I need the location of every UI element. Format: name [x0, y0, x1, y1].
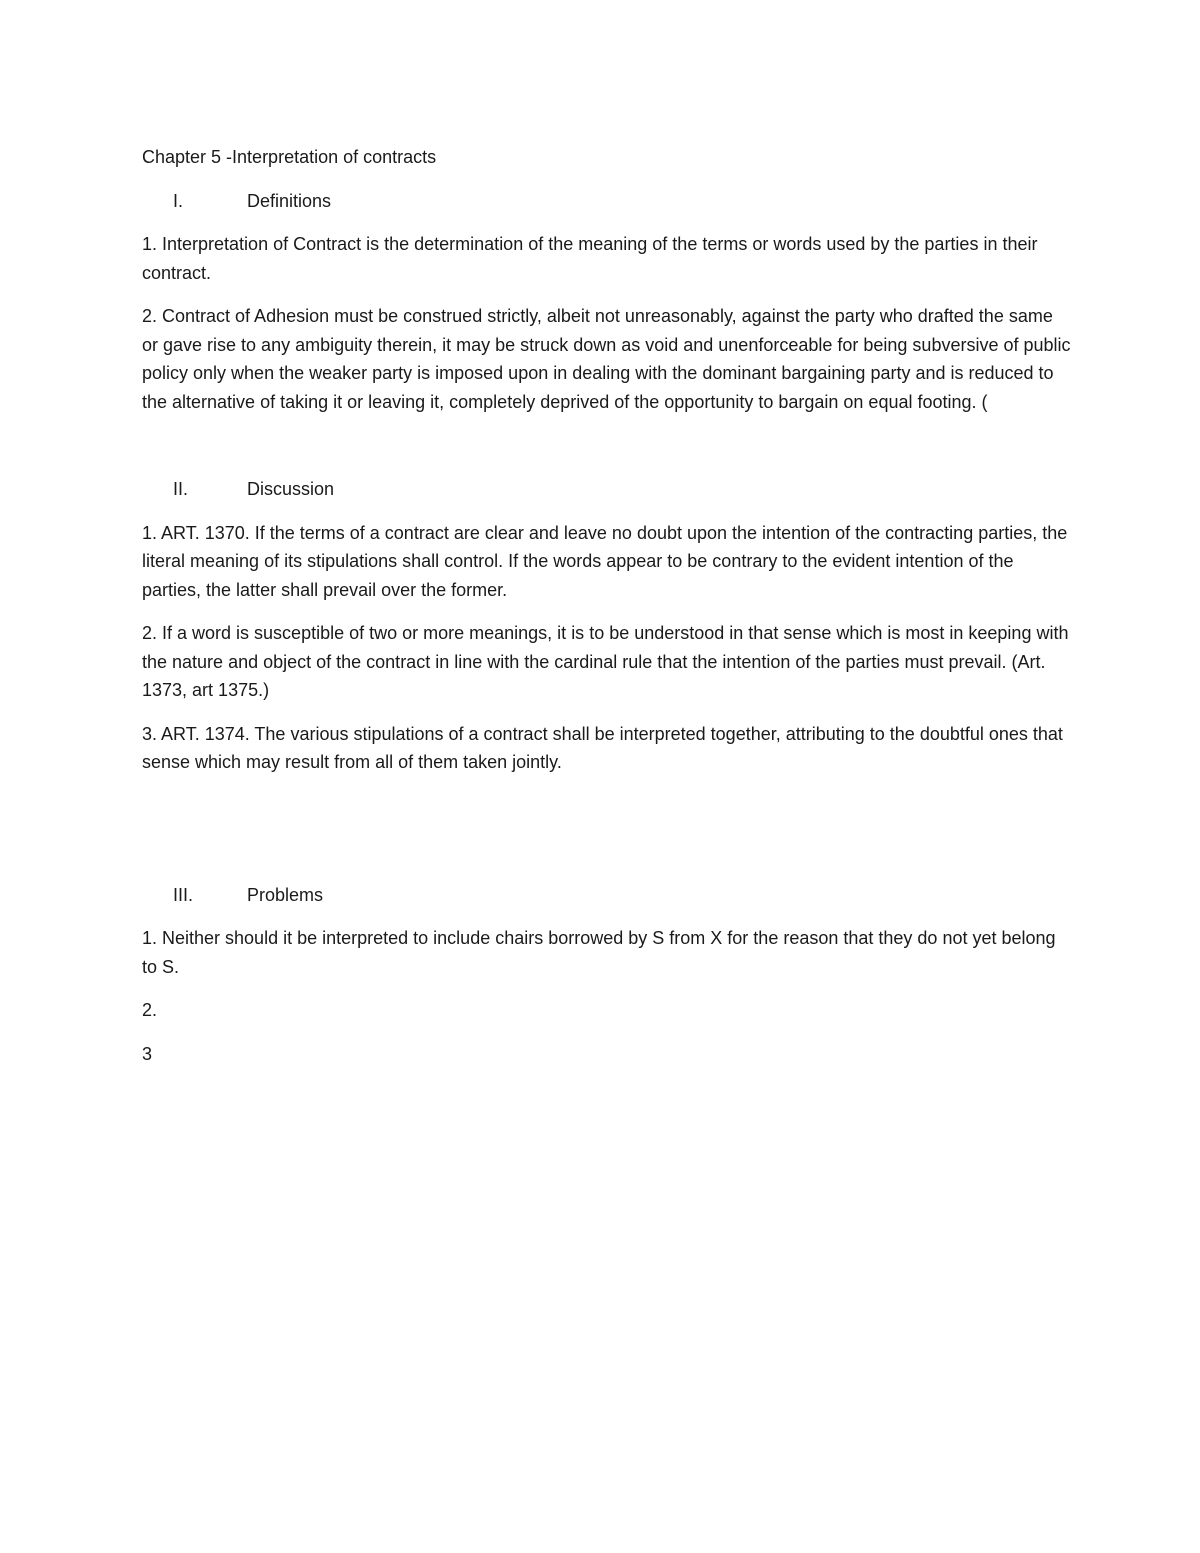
section-title: Problems [247, 884, 324, 905]
problem-paragraph: 3 [142, 1043, 153, 1064]
problem-paragraph: 1. Neither should it be interpreted to include chairs borrowed by S from X for the reason that they do not yet belong to S. [142, 928, 1056, 977]
discussion-paragraph: 2. If a word is susceptible of two or more meanings, it is to be understood in that sense which is most in keeping with the nature and object of the contract in line with the cardinal rule that the intention of the parties must prevail. (Art. 1373, art 1375.) [142, 623, 1069, 700]
definition-paragraph: 1. Interpretation of Contract is the determination of the meaning of the terms or words used by the parties in their contract. [142, 234, 1038, 283]
section-numeral: II. [173, 479, 189, 499]
chapter-title: Chapter 5 -Interpretation of contracts [142, 147, 437, 167]
blank-line [142, 431, 1072, 475]
discussion-paragraph: 3. ART. 1374. The various stipulations of a contract shall be interpreted together, attributing to the doubtful ones that sense which may result from all of them taken jointly. [142, 723, 1063, 772]
document-body [142, 143, 1072, 1083]
section-heading-discussion [142, 475, 1072, 504]
blank-lines [142, 792, 1072, 881]
definition-paragraph: 2. Contract of Adhesion must be construed strictly, albeit not unreasonably, against the party who drafted the same or gave rise to any ambiguity therein, it may be struck down as void and unenforceable for being subversive of public policy only when the weaker party is imposed upon in dealing with the dominant bargaining party and is reduced to the alternative of taking it or leaving it, completely deprived of the opportunity to bargain on equal footing. ( [142, 306, 1071, 412]
problem-paragraph: 2. [142, 1000, 158, 1020]
section-title: Definitions [247, 190, 332, 211]
section-title: Discussion [247, 479, 335, 499]
section-heading-definitions [142, 187, 1072, 216]
section-numeral: I. [173, 190, 184, 211]
section-numeral: III. [173, 884, 194, 905]
section-heading-problems [142, 881, 1072, 910]
discussion-paragraph: 1. ART. 1370. If the terms of a contract are clear and leave no doubt upon the intention of the contracting parties, the literal meaning of its stipulations shall control. If the words appear to be contrary to the evident intention of the parties, the latter shall prevail over the former. [142, 522, 1068, 600]
